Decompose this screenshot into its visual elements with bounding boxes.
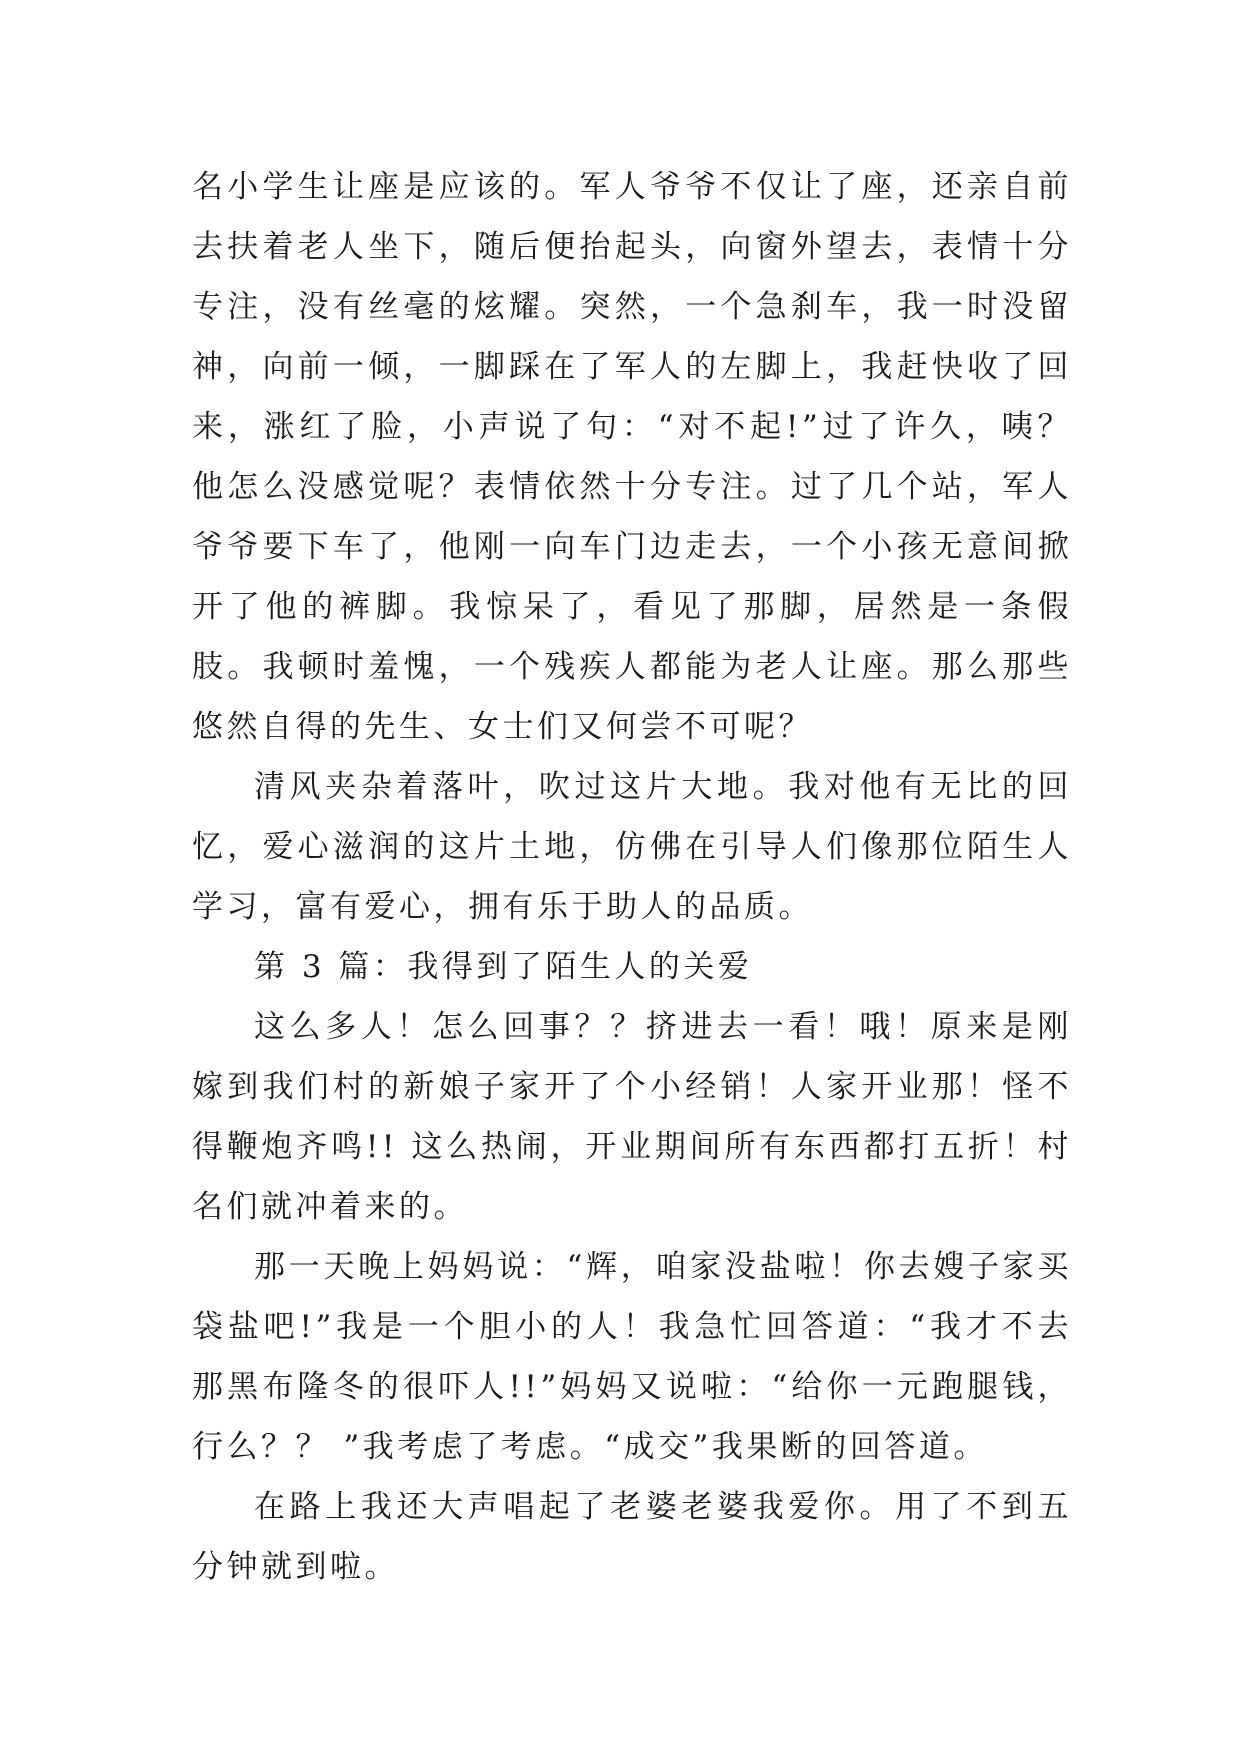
paragraph-1: 名小学生让座是应该的。军人爷爷不仅让了座，还亲自前去扶着老人坐下，随后便抬起头，向窗外望去，表情十分专注，没有丝毫的炫耀。突然，一个急刹车，我一时没留神，向前一倾，一脚踩在了军人的左脚上，我赶快收了回来，涨红了脸，小声说了句：“对不起!”过了许久，咦？他怎么没感觉呢？表情依然十分专注。过了几个站，军人爷爷要下车了，他刚一向车门边走去，一个小孩无意间掀开了他的裤脚。我惊呆了，看见了那脚，居然是一条假肢。我顿时羞愧，一个残疾人都能为老人让座。那么那些悠然自得的先生、女士们又何尝不可呢？ <box>192 169 1072 745</box>
body-text <box>192 157 1072 1597</box>
section-heading: 第 3 篇：我得到了陌生人的关爱 <box>254 949 753 985</box>
paragraph-4: 那一天晚上妈妈说：“辉，咱家没盐啦！你去嫂子家买袋盐吧!”我是一个胆小的人！我急忙回答道：“我才不去那黑布隆冬的很吓人!!”妈妈又说啦：“给你一元跑腿钱，行么？？ ”我考虑了考虑。“成交”我果断的回答道。 <box>192 1249 1072 1465</box>
paragraph-3: 这么多人！怎么回事？？挤进去一看！哦！原来是刚嫁到我们村的新娘子家开了个小经销！人家开业那！怪不得鞭炮齐鸣!! 这么热闹，开业期间所有东西都打五折！村名们就冲着来的。 <box>192 1009 1072 1225</box>
paragraph-2: 清风夹杂着落叶，吹过这片大地。我对他有无比的回忆，爱心滋润的这片土地，仿佛在引导人们像那位陌生人学习，富有爱心，拥有乐于助人的品质。 <box>192 769 1072 925</box>
paragraph-5: 在路上我还大声唱起了老婆老婆我爱你。用了不到五分钟就到啦。 <box>192 1489 1072 1585</box>
